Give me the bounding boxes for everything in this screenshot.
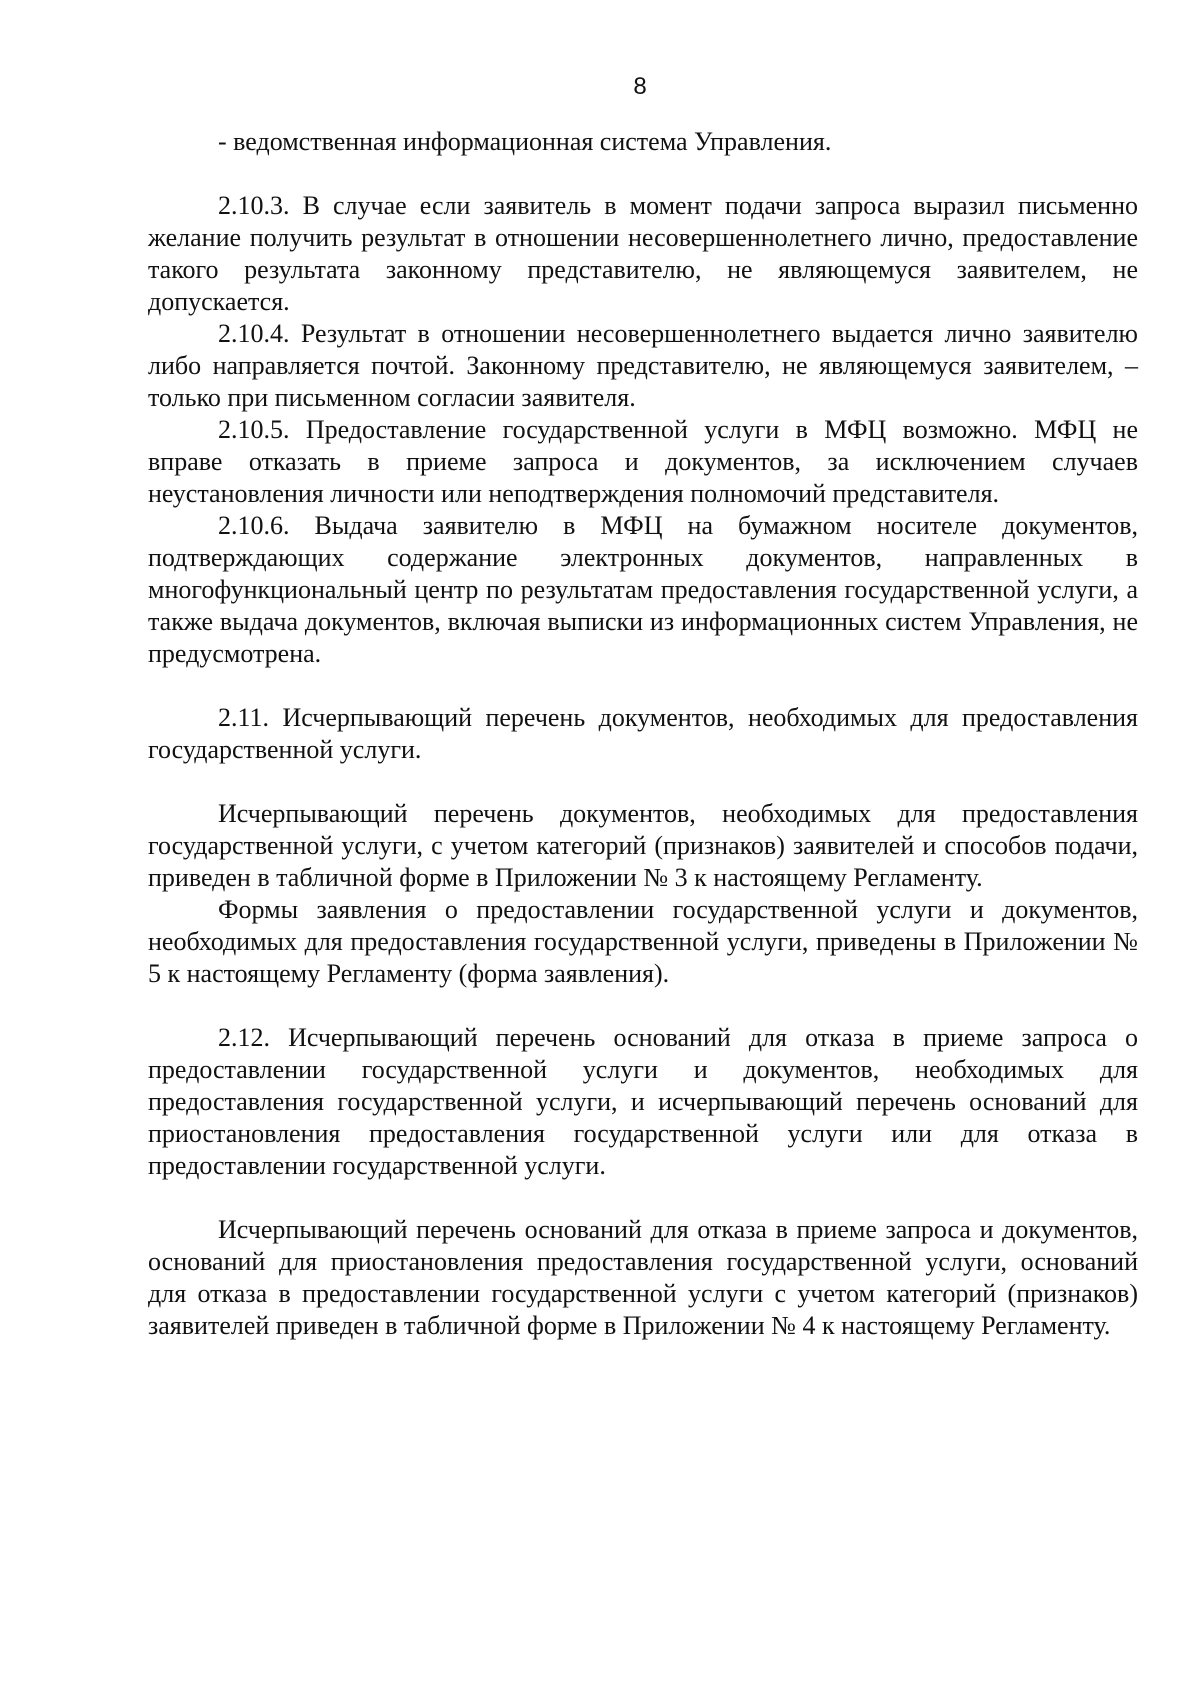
paragraph-2-10-6: 2.10.6. Выдача заявителю в МФЦ на бумажном носителе документов, подтверждающих содержание электронных документов, направленных в многофункциональный центр по результатам предоставления государственной услуги, а также выдача документов, включая выписки из информационных систем Управления, не предусмотрена. — [148, 511, 1138, 668]
paragraph-refusal-grounds: Исчерпывающий перечень оснований для отказа в приеме запроса и документов, оснований для приостановления предоставления государственной услуги, оснований для отказа в предоставлении государственной услуги с учетом категорий (признаков) заявителей приведен в табличной форме в Приложении № 4 к настоящему Регламенту. — [148, 1215, 1138, 1340]
page-number: 8 — [633, 73, 647, 100]
paragraph-2-10-3: 2.10.3. В случае если заявитель в момент подачи запроса выразил письменно желание получить результат в отношении несовершеннолетнего лично, предоставление такого результата законному представителю, не являющемуся заявителем, не допускается. — [148, 191, 1138, 316]
paragraph-2-10-5: 2.10.5. Предоставление государственной услуги в МФЦ возможно. МФЦ не вправе отказать в приеме запроса и документов, за исключением случаев неустановления личности или неподтверждения полномочий представителя. — [148, 415, 1138, 508]
paragraph-info-system: - ведомственная информационная система Управления. — [218, 127, 832, 156]
section-heading-2-11: 2.11. Исчерпывающий перечень документов, необходимых для предоставления государственной услуги. — [148, 703, 1138, 764]
paragraph-application-forms: Формы заявления о предоставлении государственной услуги и документов, необходимых для предоставления государственной услуги, приведены в Приложении № 5 к настоящему Регламенту (форма заявления). — [148, 895, 1138, 988]
paragraph-2-10-4: 2.10.4. Результат в отношении несовершеннолетнего выдается лично заявителю либо направляется почтой. Законному представителю, не являющемуся заявителем, – только при письменном согласии заявителя. — [148, 319, 1138, 412]
document-body — [148, 126, 1138, 1342]
section-heading-2-12: 2.12. Исчерпывающий перечень оснований для отказа в приеме запроса о предоставлении государственной услуги и документов, необходимых для предоставления государственной услуги, и исчерпывающий перечень оснований для приостановления предоставления государственной услуги или для отказа в предоставлении государственной услуги. — [148, 1023, 1138, 1180]
paragraph-documents-list: Исчерпывающий перечень документов, необходимых для предоставления государственной услуги, с учетом категорий (признаков) заявителей и способов подачи, приведен в табличной форме в Приложении № 3 к настоящему Регламенту. — [148, 799, 1138, 892]
